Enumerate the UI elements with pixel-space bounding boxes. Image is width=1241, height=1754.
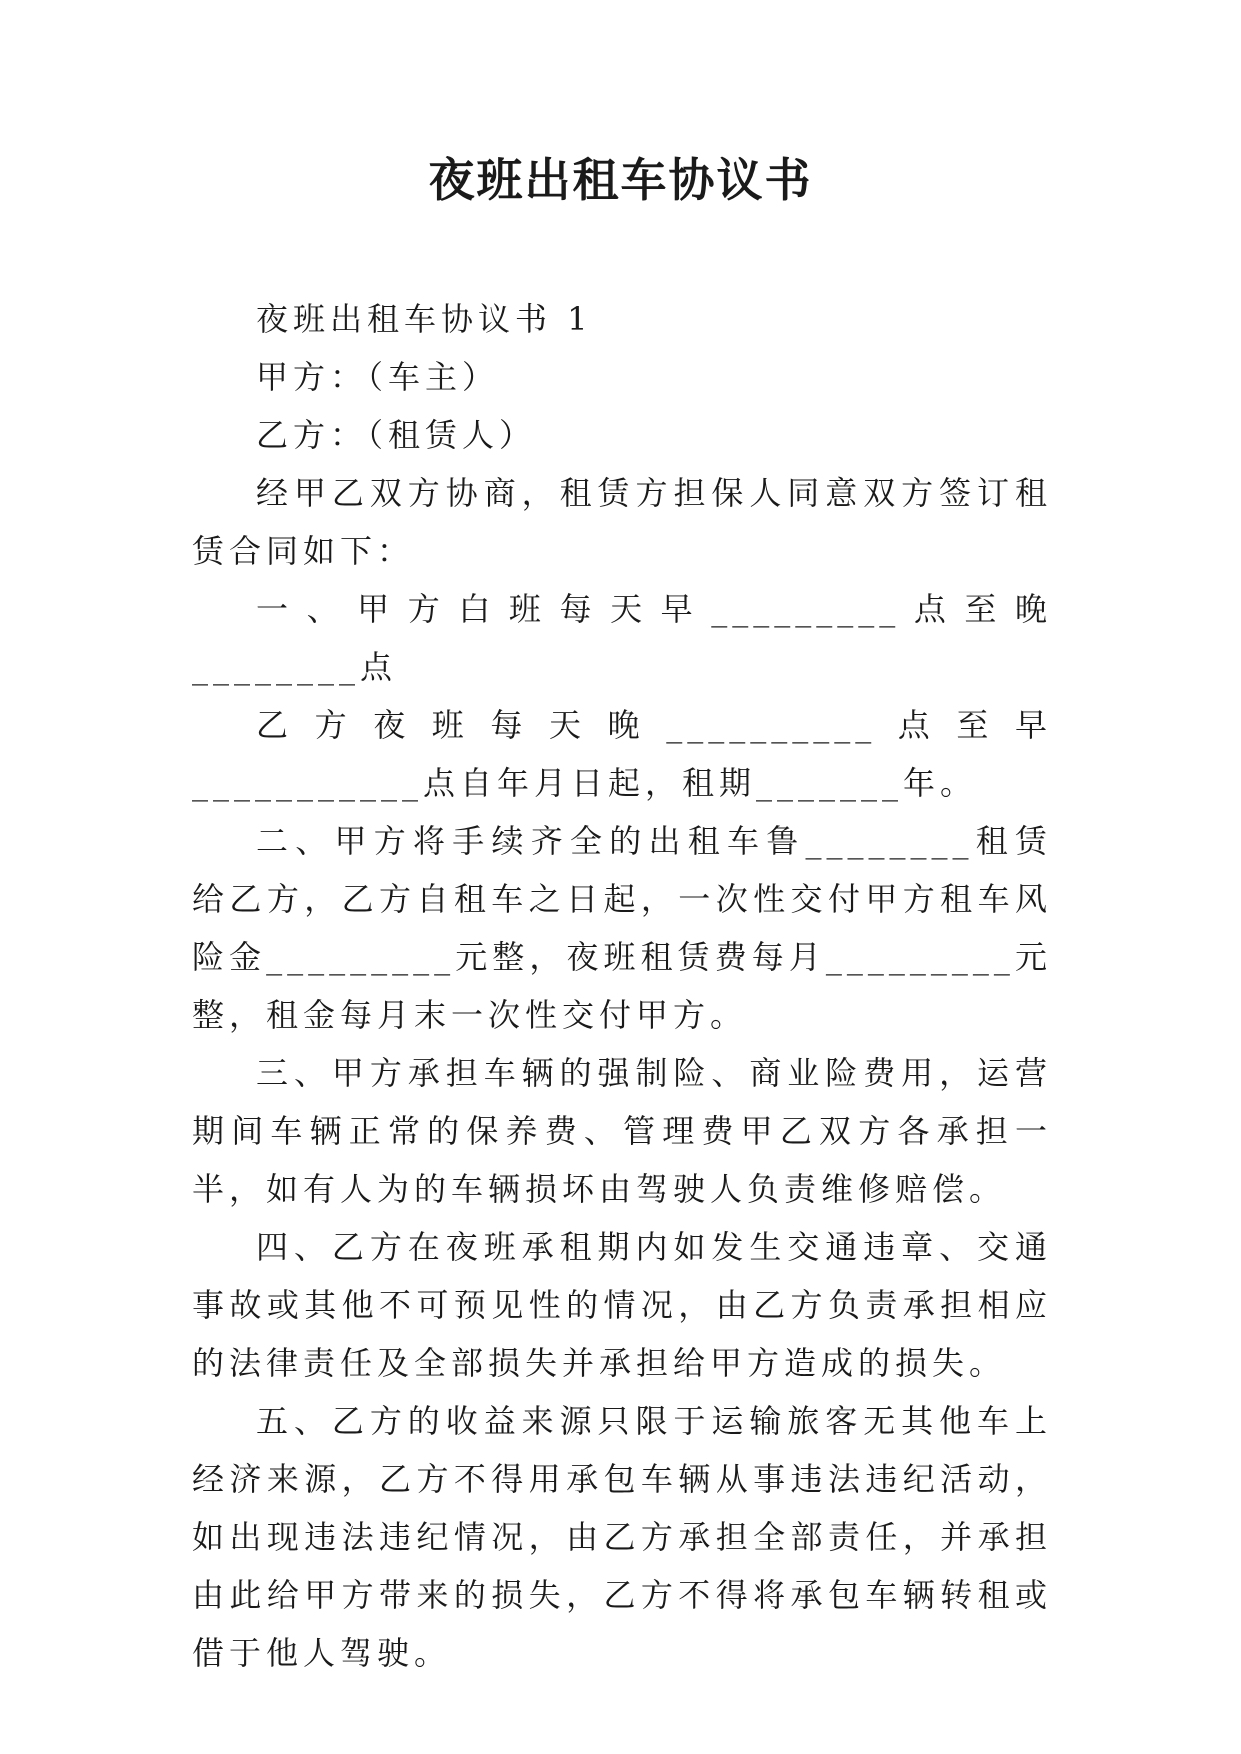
intro-paragraph: 经甲乙双方协商，租赁方担保人同意双方签订租赁合同如下： bbox=[192, 474, 1052, 570]
clause-3: 三、甲方承担车辆的强制险、商业险费用，运营期间车辆正常的保养费、管理费甲乙双方各承担一半，如有人为的车辆损坏由驾驶人负责维修赔偿。 bbox=[192, 1054, 1052, 1208]
clause-4: 四、乙方在夜班承租期内如发生交通违章、交通事故或其他不可预见性的情况，由乙方负责承担相应的法律责任及全部损失并承担给甲方造成的损失。 bbox=[192, 1228, 1052, 1382]
clause-5: 五、乙方的收益来源只限于运输旅客无其他车上经济来源，乙方不得用承包车辆从事违法违纪活动，如出现违法违纪情况，由乙方承担全部责任，并承担由此给甲方带来的损失，乙方不得将承包车辆转租或借于他人驾驶。 bbox=[192, 1402, 1052, 1672]
document-title: 夜班出租车协议书 bbox=[428, 153, 813, 207]
document-body bbox=[192, 290, 1052, 1682]
clause-1-day-shift: 一、甲方白班每天早_________点至晚________点 bbox=[192, 590, 1052, 686]
section-heading: 夜班出租车协议书 1 bbox=[256, 300, 593, 338]
party-a-line: 甲方：（车主） bbox=[256, 358, 500, 396]
clause-1-night-shift: 乙方夜班每天晚__________点至早___________点自年月日起，租期_______年。 bbox=[192, 706, 1052, 802]
clause-2: 二、甲方将手续齐全的出租车鲁________租赁给乙方，乙方自租车之日起，一次性交付甲方租车风险金_________元整，夜班租赁费每月_________元整，租金每月末一次性交付甲方。 bbox=[192, 822, 1052, 1034]
party-b-line: 乙方：（租赁人） bbox=[256, 416, 537, 454]
